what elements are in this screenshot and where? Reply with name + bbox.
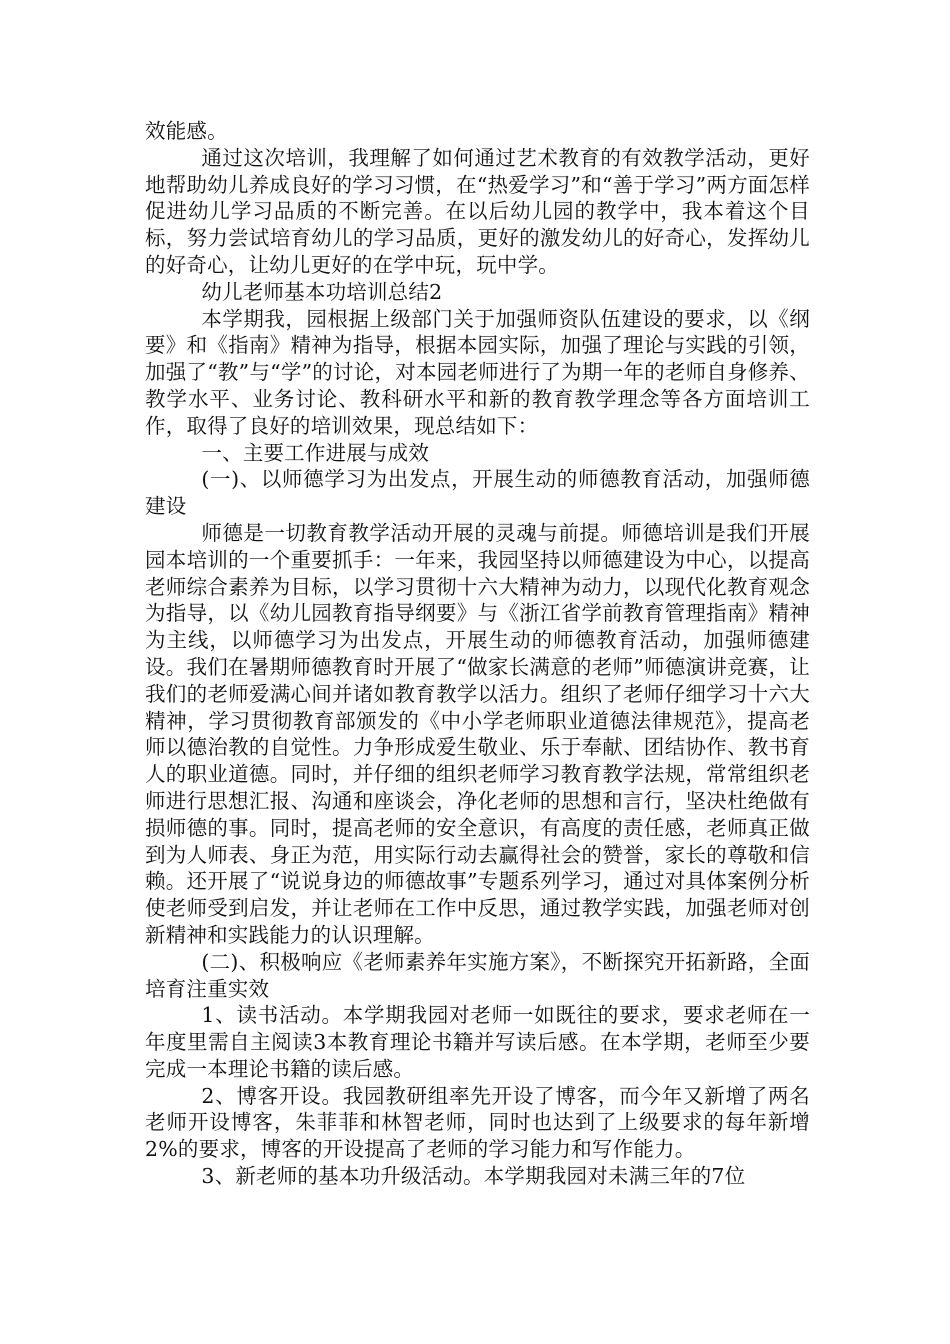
paragraph-blog: 2、博客开设。我园教研组率先开设了博客，而今年又新增了两名老师开设博客，朱菲菲和林智老师，同时也达到了上级要求的每年新增2%的要求，博客的开设提高了老师的学习能力和写作能力。 xyxy=(145,1083,810,1162)
heading-ethics: (一)、以师德学习为出发点，开展生动的师德教育活动，加强师德建设 xyxy=(145,467,810,519)
paragraph-training-reflection: 通过这次培训，我理解了如何通过艺术教育的有效教学活动，更好地帮助幼儿养成良好的学习习惯，在“热爱学习”和“善于学习”两方面怎样促进幼儿学习品质的不断完善。在以后幼儿园的教学中，我本着这个目标，努力尝试培育幼儿的学习品质，更好的激发幼儿的好奇心，发挥幼儿的好奇心，让幼儿更好的在学中玩，玩中学。 xyxy=(145,145,810,277)
document-body xyxy=(145,118,810,1190)
heading-quality-plan: (二)、积极响应《老师素养年实施方案》，不断探究开拓新路，全面培育注重实效 xyxy=(145,949,810,1001)
paragraph-intro: 本学期我，园根据上级部门关于加强师资队伍建设的要求，以《纲要》和《指南》精神为指导，根据本园实际，加强了理论与实践的引领，加强了“教”与“学”的讨论，对本园老师进行了为期一年的老师自身修养、教学水平、业务讨论、教科研水平和新的教育教学理念等各方面培训工作，取得了良好的培训效果，现总结如下： xyxy=(145,306,810,438)
paragraph-new-teachers: 3、新老师的基本功升级活动。本学期我园对未满三年的7位 xyxy=(201,1164,746,1189)
paragraph-ethics: 师德是一切教育教学活动开展的灵魂与前提。师德培训是我们开展园本培训的一个重要抓手：一年来，我园坚持以师德建设为中心，以提高老师综合素养为目标，以学习贯彻十六大精神为动力，以现代化教育观念为指导，以《幼儿园教育指导纲要》与《浙江省学前教育管理指南》精神为主线，以师德学习为出发点，开展生动的师德教育活动，加强师德建设。我们在暑期师德教育时开展了“做家长满意的老师”师德演讲竞赛，让我们的老师爱满心间并诸如教育教学以活力。组织了老师仔细学习十六大精神，学习贯彻教育部颁发的《中小学老师职业道德法律规范》，提高老师以德治教的自觉性。力争形成爱生敬业、乐于奉献、团结协作、教书育人的职业道德。同时，并仔细的组织老师学习教育教学法规，常常组织老师进行思想汇报、沟通和座谈会，净化老师的思想和言行，坚决杜绝做有损师德的事。同时，提高老师的安全意识，有高度的责任感，老师真正做到为人师表、身正为范，用实际行动去赢得社会的赞誉，家长的尊敬和信赖。还开展了“说说身边的师德故事”专题系列学习，通过对具体案例分析使老师受到启发，并让老师在工作中反思，通过教学实践，加强老师对创新精神和实践能力的认识理解。 xyxy=(145,520,810,947)
paragraph-reading: 1、读书活动。本学期我园对老师一如既往的要求，要求老师在一年度里需自主阅读3本教育理论书籍并写读后感。在本学期，老师至少要完成一本理论书籍的读后感。 xyxy=(145,1003,810,1081)
section-title: 幼儿老师基本功培训总结2 xyxy=(201,279,443,304)
paragraph-continuation: 效能感。 xyxy=(145,119,228,143)
heading-main-progress: 一、主要工作进展与成效 xyxy=(201,440,430,465)
